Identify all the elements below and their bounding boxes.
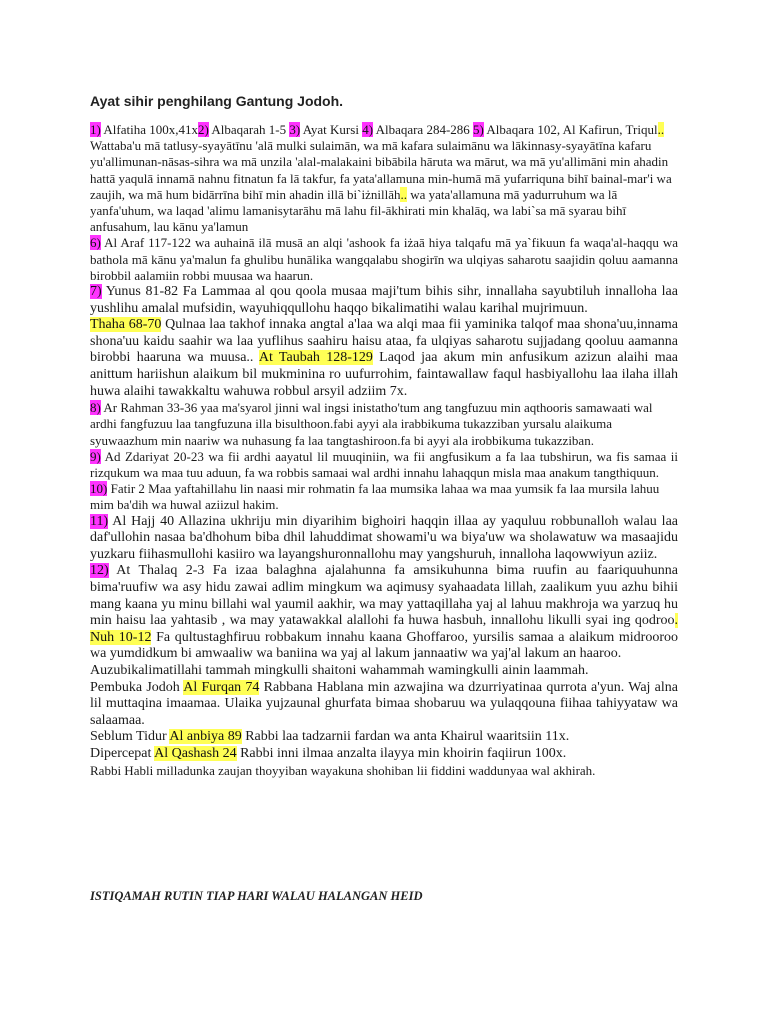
paragraph-text: Fa qultustaghfiruu robbakum innahu kaana Ghoffaroo, yursilis samaa a alaikum midrooroo wa yumdidkum bi amwaaliw wa baniina wa yaj al lakum jannaatiw wa yaj'al lakum an haaroo. (90, 629, 679, 662)
paragraph-text: Ad Zdariyat 20-23 wa fii ardhi aayatul lil muuqiniin, wa fii angfusikum a fa laa tubshirun, wa fis samaa ii rizqukum wa maa tuu aduun, fa wa robbis samaai wal ardhi innahu lahaqqun misla maa anakum tangthiquun. (90, 448, 678, 480)
paragraph-text: Laqod jaa akum min anfusikum azizun alaihi maa anittum hariishun alaikum bil mukminina ro uufurrohim, faintawallaw faqul hasbiyallohu laa ilaha illah huwa alaihi tawakkaltu wahuwa robbul arsyil adziim 7x. (90, 350, 679, 399)
item-number-highlight: 5) (473, 122, 484, 137)
reference-highlight: .. (400, 186, 407, 202)
paragraph (90, 746, 678, 763)
paragraph (90, 481, 678, 513)
item-number-highlight: 7) (90, 284, 102, 300)
reference-highlight: Thaha 68-70 (90, 317, 162, 333)
paragraph (90, 763, 678, 779)
paragraph (90, 122, 678, 235)
document-body (90, 122, 678, 779)
paragraph-text: Rabbi inni ilmaa anzalta ilayya min khoirin faqiirun 100x. (236, 745, 567, 761)
paragraph-text: Albaqara 284-286 (373, 122, 474, 137)
paragraph-text: Al Hajj 40 Allazina ukhriju min diyarihim bighoiri haqqin illaa ay yaquluu robbunalloh walau laa daf'ullohin nasaa ba'dhohum biba dhil lahuddimat showami'u wa biya'uw wa sholawatuw wa masaajidu yuzkaru fiihasmullohi kasiiro wa layangshuronnallohu may yangshuruh, innalloha laqowwiyun aziiz. (90, 513, 678, 562)
paragraph (90, 680, 678, 730)
paragraph-text: Seblum Tidur (90, 729, 170, 745)
reference-highlight: Al Qashash 24 (154, 745, 237, 761)
paragraph-text: Rabbi Habli milladunka zaujan thoyyiban wayakuna shohiban lii fiddini waddunyaa wal akhirah. (90, 762, 596, 778)
paragraph (90, 449, 678, 481)
paragraph-text: Wattaba'u mā tatlusy-syayātīnu 'alā mulki sulaimān, wa mā kafara sulaimānu wa lākinnasy-syayātīna kafaru yu'allimunan-nāsas-sihra wa mā unzila 'alal-malakaini bibābila hāruta wa mārut, wa mā yu'allimāni min ahadin hattā yaqulā innamā nahnu fitnatun fa lā takfur, fa yata'allamuna min-humā mā yufarriquna bihī bainal-mar'i wa zaujih, wa mā hum bidārrīna bihī min ahadin illā bi`iżnillāh (90, 138, 672, 202)
paragraph-text: Fatir 2 Maa yaftahillahu lin naasi mir rohmatin fa laa mumsika lahaa wa maa yumsik fa laa mursila lahuu mim ba'dih wa huwal aziizul hakim. (90, 481, 660, 513)
paragraph (90, 317, 678, 400)
paragraph-text: Ayat Kursi (300, 122, 363, 137)
item-number-highlight: 10) (90, 481, 108, 497)
document-title: Ayat sihir penghilang Gantung Jodoh. (90, 93, 344, 109)
paragraph (90, 563, 678, 663)
item-number-highlight: 8) (90, 400, 101, 416)
paragraph-text: Pembuka Jodoh (90, 679, 184, 695)
item-number-highlight: 11) (90, 513, 109, 529)
paragraph (90, 235, 678, 284)
paragraph-text: Qulnaa laa takhof innaka angtal a'laa wa alqi maa fii yaminika talqof maa shona'uu,innama shona'uu kaidu saahir wa laa yuflihus saahiru haisu ataa, fa ulqiyas saharotu sujjadang qooluu aamanna birobbi haaruna wa muusa.. (90, 317, 678, 366)
paragraph-text: Rabbana Hablana min azwajina wa dzurriyatinaa qurrota a'yun. Waj alna lil muttaqina imaamaa. Ulaika yujzaunal ghurfata bimaa shobaruu wa yulaqqouna fiihaa tahiyyataw wa salaamaa. (90, 679, 679, 728)
paragraph-text: Albaqara 102, Al Kafirun, Triqul (483, 122, 658, 137)
paragraph-text: Ar Rahman 33-36 yaa ma'syarol jinni wal ingsi inistatho'tum ang tangfuzuu min aqthooris samawaati wal ardhi fangfuzuu laa tangfuzuna illa bisulthoon.fabi ayyi ala irabbikuma tukazziban yursalu alaikuma syuwaazhum min naariw wa nuhasung fa laa tangtashiroon.fa bi ayyi ala irobbikuma tukazziban. (90, 400, 653, 448)
reference-highlight: .. (657, 122, 665, 137)
paragraph (90, 514, 678, 564)
reference-highlight: Al anbiya 89 (169, 729, 242, 745)
paragraph (90, 729, 678, 746)
paragraph-text: Dipercepat (90, 745, 155, 761)
item-number-highlight: 4) (362, 122, 374, 137)
reference-highlight: At Taubah 128-129 (258, 350, 373, 366)
paragraph-text: Al Araf 117-122 wa auhainā ilā musā an alqi 'ashook fa iżaā hiya talqafu mā ya`fikuun fa waqa'al-haqqu wa bathola mā kānu ya'malun fa ghulibu hunālika wangqalabu shogirīn wa ulqiyas saharotu saajidin qoluu aamanna birobbil aalamiin robbi muusaa wa haarun. (90, 235, 678, 283)
item-number-highlight: 2) (197, 122, 209, 137)
item-number-highlight: 6) (90, 235, 101, 251)
item-number-highlight: 9) (90, 448, 101, 464)
paragraph-text: Rabbi laa tadzarnii fardan wa anta Khairul waaritsiin 11x. (241, 729, 570, 745)
paragraph (90, 284, 678, 317)
paragraph (90, 400, 678, 449)
paragraph-text: wa yata'allamuna mā yadurruhum wa lā yanfa'uhum, wa laqad 'alimu lamanisytarāhu mā lahu fil-ākhirati min khalāq, wa labi`sa mā syarau bihī anfusahum, lau kānu ya'lamun (90, 186, 627, 235)
item-number-highlight: 12) (90, 563, 109, 579)
paragraph-text: Auzubikalimatillahi tammah mingkulli shaitoni wahammah wamingkulli ainin laammah. (90, 662, 589, 678)
reference-highlight: Al Furqan 74 (183, 679, 260, 695)
paragraph-text: Yunus 81-82 Fa Lammaa al qou qoola musaa maji'tum bihis sihr, innallaha sayubtiluh innalloha laa yushlihu amalal mufsidin, wayuhiqqullohu haqqo bikalimatihi walau karihal mujrimuun. (90, 284, 678, 316)
paragraph-text: Alfatiha 100x,41x (100, 122, 198, 137)
item-number-highlight: 3) (289, 122, 301, 137)
footer-note: ISTIQAMAH RUTIN TIAP HARI WALAU HALANGAN HEID (90, 889, 423, 903)
paragraph-text: At Thalaq 2-3 Fa izaa balaghna ajalahunna fa amsikuhunna bima ruufin au faariquuhunna bima'ruufiw wa asy hidu zawai adlim mingkum wa aqimusy syahaadata lillah, zaalikum yuu azhu bihii mang kaana yu minu billahi wal yaumil aakhir, wa may yattaqillaha yaj al lahuu makhroja wa yarzuq hu min haisu laa yahtasib , wa may yatawakkal alallohi fa huwa hasbuh, innallohu likulli syai ing qodroo (90, 563, 678, 629)
paragraph-text: Albaqarah 1-5 (208, 122, 290, 137)
paragraph (90, 663, 678, 680)
reference-highlight: . Nuh 10-12 (90, 613, 678, 645)
item-number-highlight: 1) (90, 122, 101, 137)
